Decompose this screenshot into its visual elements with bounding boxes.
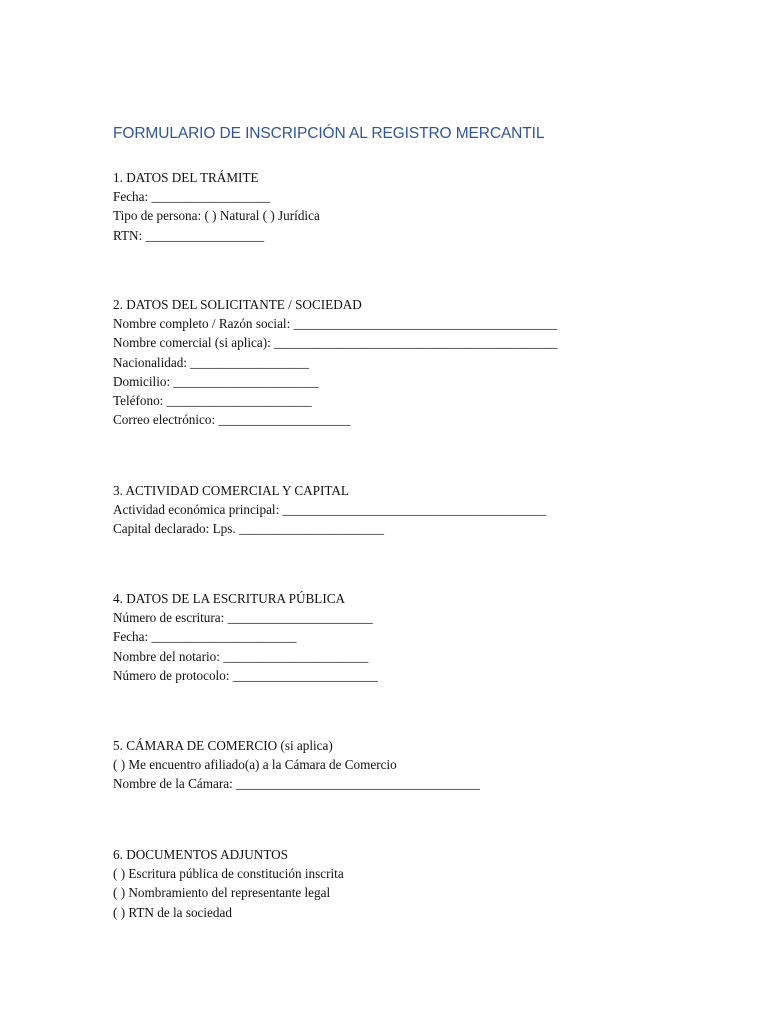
checkbox-escritura: ( ) Escritura pública de constitución inscrita [113,866,344,882]
section-camara-comercio [113,736,480,794]
field-fecha-escritura: Fecha: ______________________ [113,629,297,645]
field-domicilio: Domicilio: ______________________ [113,373,319,389]
field-rtn: RTN: __________________ [113,227,265,243]
section-documentos-adjuntos [113,845,344,922]
checkbox-rtn-sociedad: ( ) RTN de la sociedad [113,904,232,920]
section-heading: 3. ACTIVIDAD COMERCIAL Y CAPITAL [113,483,349,498]
section-heading: 2. DATOS DEL SOLICITANTE / SOCIEDAD [113,297,362,312]
section-heading: 6. DOCUMENTOS ADJUNTOS [113,847,289,862]
field-nombre-completo: Nombre completo / Razón social: ________________________________________ [113,316,558,332]
field-nombre-camara: Nombre de la Cámara: _____________________________________ [113,776,481,792]
checkbox-nombramiento: ( ) Nombramiento del representante legal [113,885,331,901]
field-nacionalidad: Nacionalidad: __________________ [113,354,309,370]
checkbox-afiliado: ( ) Me encuentro afiliado(a) a la Cámara de Comercio [113,757,397,773]
section-heading: 4. DATOS DE LA ESCRITURA PÚBLICA [113,591,346,606]
field-nombre-notario: Nombre del notario: ______________________ [113,648,369,664]
section-actividad-comercial [113,481,546,539]
field-capital-declarado: Capital declarado: Lps. ______________________ [113,521,385,537]
field-telefono: Teléfono: ______________________ [113,392,312,408]
section-datos-tramite [113,168,320,245]
field-numero-escritura: Número de escritura: ______________________ [113,610,373,626]
form-title: FORMULARIO DE INSCRIPCIÓN AL REGISTRO MERCANTIL [113,125,545,142]
field-actividad-economica: Actividad económica principal: ________________________________________ [113,502,547,518]
field-nombre-comercial: Nombre comercial (si aplica): ___________________________________________ [113,335,558,351]
section-heading: 1. DATOS DEL TRÁMITE [113,170,259,185]
section-heading: 5. CÁMARA DE COMERCIO (si aplica) [113,738,333,753]
section-escritura-publica [113,589,378,685]
field-numero-protocolo: Número de protocolo: ______________________ [113,667,378,683]
field-fecha: Fecha: __________________ [113,189,271,205]
field-correo: Correo electrónico: ____________________ [113,412,351,428]
section-datos-solicitante [113,295,558,429]
field-tipo-persona: Tipo de persona: ( ) Natural ( ) Jurídica [113,208,320,224]
